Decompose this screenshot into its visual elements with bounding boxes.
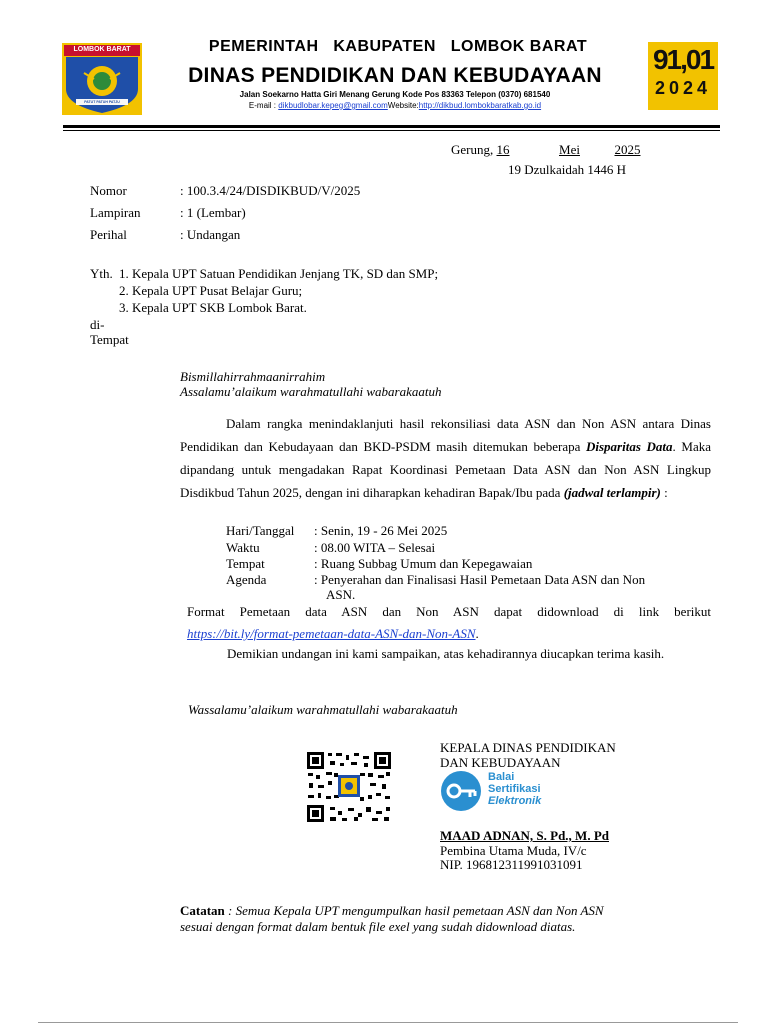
- note-line-1: [180, 903, 604, 919]
- page-bottom-rule: [38, 1022, 738, 1023]
- schedule-label: Waktu: [226, 540, 260, 555]
- schedule-value: : Ruang Subbag Umum dan Kepegawaian: [314, 556, 533, 571]
- paragraph-format: Format Pemetaan data ASN dan Non ASN dapat didownload di link berikut: [187, 604, 711, 619]
- signatory-title: DAN KEBUDAYAAN: [440, 755, 561, 770]
- date-month: Mei: [559, 142, 580, 157]
- recipient-tempat: Tempat: [90, 332, 129, 347]
- closing-salam: Wassalamu’alaikum warahmatullahi wabarakaatuh: [188, 702, 458, 717]
- agency-title: DINAS PENDIDIKAN DAN KEBUDAYAAN: [188, 64, 602, 87]
- paragraph-closing: Demikian undangan ini kami sampaikan, atas kehadirannya diucapkan terima kasih.: [227, 646, 665, 661]
- intro-schedule-note: (jadwal terlampir): [563, 485, 661, 500]
- header-rule-thin: [63, 130, 720, 131]
- recipient-item: 3. Kepala UPT SKB Lombok Barat.: [119, 300, 307, 315]
- qr-code: [306, 751, 392, 823]
- format-link-line: [187, 626, 479, 642]
- note-text-a: : Semua Kepala UPT mengumpulkan hasil pemetaan ASN dan Non ASN: [224, 903, 604, 918]
- greeting-salam: Assalamu’alaikum warahmatullahi wabarakaatuh: [180, 384, 442, 399]
- email-label: E-mail :: [248, 101, 277, 110]
- signatory-rank: Pembina Utama Muda, IV/c: [440, 843, 587, 858]
- email-link[interactable]: dikbudlobar.kepeg@gmail.com: [278, 101, 388, 110]
- recipient-prefix: Yth.: [90, 266, 113, 281]
- paragraph-intro: [180, 412, 711, 504]
- bsre-text-1: Balai: [488, 771, 515, 783]
- contact-line: [160, 101, 630, 110]
- schedule-label: Agenda: [226, 572, 267, 587]
- schedule-value: : 08.00 WITA – Selesai: [314, 540, 436, 555]
- signatory-title: KEPALA DINAS PENDIDIKAN: [440, 740, 616, 755]
- letter-date: [451, 142, 641, 158]
- greeting-bismillah: Bismillahirrahmaanirrahim: [180, 369, 326, 384]
- intro-emphasis: Disparitas Data: [586, 439, 673, 454]
- bsre-text-2: Sertifikasi: [488, 783, 541, 795]
- logo-text: LOMBOK BARAT: [73, 46, 131, 53]
- website-label: Website:: [387, 101, 419, 110]
- lampiran-value: : 1 (Lembar): [180, 205, 246, 220]
- date-day: 16: [496, 142, 510, 157]
- note-line-2: sesuai dengan format dalam bentuk file exel yang sudah didownload diatas.: [180, 919, 576, 934]
- schedule-label: Tempat: [226, 556, 265, 571]
- logo-motto: PATUT PATUH PATJU: [84, 100, 120, 104]
- bsre-logo: [440, 770, 600, 812]
- schedule-label: Hari/Tanggal: [226, 523, 295, 538]
- note-label: Catatan: [180, 903, 225, 918]
- date-place: Gerung,: [451, 142, 494, 157]
- schedule-value: : Penyerahan dan Finalisasi Hasil Pemetaan Data ASN dan Non: [314, 572, 646, 587]
- wtp-badge: [648, 42, 718, 110]
- nomor-label: Nomor: [90, 183, 127, 198]
- agenda-continuation: ASN.: [326, 587, 356, 602]
- badge-year: 2024: [654, 78, 712, 98]
- lampiran-label: Lampiran: [90, 205, 141, 220]
- date-year: 2025: [614, 142, 641, 157]
- signatory-nip: NIP. 196812311991031091: [440, 857, 583, 872]
- government-title: PEMERINTAH KABUPATEN LOMBOK BARAT: [208, 38, 588, 55]
- header-rule-thick: [63, 125, 720, 128]
- regency-logo: [62, 43, 142, 115]
- recipient-item: 2. Kepala UPT Pusat Belajar Guru;: [119, 283, 303, 298]
- intro-text-b: . Maka dipandang untuk mengadakan Rapat Koordinasi Pemetaan Data ASN dan Non ASN Lingkup Disdikbud Tahun 2025, dengan ini diharapkan kehadiran Bapak/Ibu pada: [180, 439, 712, 500]
- perihal-label: Perihal: [90, 227, 127, 242]
- format-download-link[interactable]: https://bit.ly/format-pemetaan-data-ASN-dan-Non-ASN: [187, 626, 476, 641]
- signatory-name: MAAD ADNAN, S. Pd., M. Pd: [440, 828, 609, 843]
- website-link[interactable]: http://dikbud.lombokbaratkab.go.id: [418, 101, 542, 110]
- recipient-item: 1. Kepala UPT Satuan Pendidikan Jenjang TK, SD dan SMP;: [119, 266, 439, 281]
- link-period: .: [475, 626, 479, 641]
- perihal-value: : Undangan: [180, 227, 241, 242]
- recipient-di: di-: [90, 317, 105, 332]
- badge-number: 91,01: [652, 44, 714, 75]
- nomor-value: : 100.3.4/24/DISDIKBUD/V/2025: [180, 183, 361, 198]
- hijri-date: 19 Dzulkaidah 1446 H: [508, 162, 627, 177]
- bsre-text-3: Elektronik: [488, 795, 542, 807]
- schedule-value: : Senin, 19 - 26 Mei 2025: [314, 523, 448, 538]
- intro-text-a: Dalam rangka menindaklanjuti hasil rekonsiliasi data ASN dan Non ASN antara Dinas Pendidikan dan Kebudayaan dan BKD-PSDM masih ditemukan beberapa: [180, 416, 711, 454]
- address-line: Jalan Soekarno Hatta Giri Menang Gerung Kode Pos 83363 Telepon (0370) 681540: [239, 90, 551, 99]
- intro-text-c: :: [660, 485, 668, 500]
